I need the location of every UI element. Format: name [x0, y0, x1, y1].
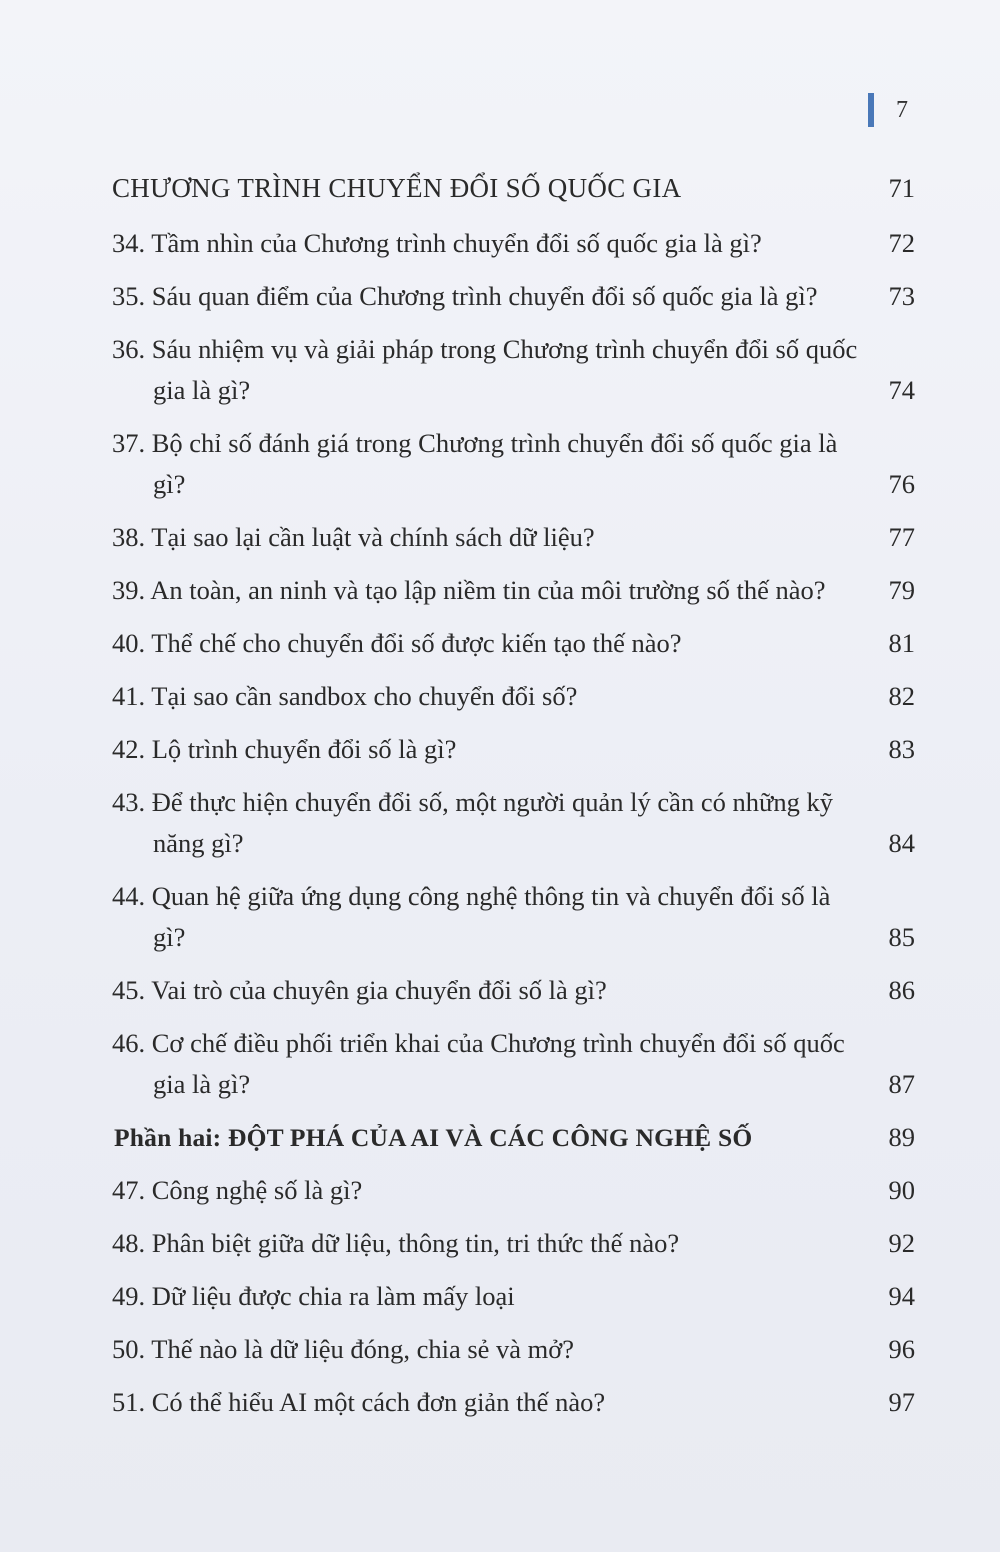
toc-entry-title: 35. Sáu quan điểm của Chương trình chuyển đổi số quốc gia là gì?: [112, 281, 818, 311]
toc-entry: [112, 1329, 915, 1370]
toc-entry-title: 37. Bộ chỉ số đánh giá trong Chương trình chuyển đổi số quốc gia là gì?: [112, 428, 838, 499]
toc-entry: [112, 970, 915, 1011]
toc-entry-title: 50. Thế nào là dữ liệu đóng, chia sẻ và mở?: [112, 1334, 575, 1364]
toc-entry-title: 36. Sáu nhiệm vụ và giải pháp trong Chương trình chuyển đổi số quốc gia là gì?: [112, 334, 858, 405]
part-title-text: Phần hai: ĐỘT PHÁ CỦA AI VÀ CÁC CÔNG NGHỆ SỐ: [114, 1123, 753, 1152]
toc-entry-page: 92: [888, 1228, 915, 1258]
toc-entry-page: 90: [888, 1175, 915, 1205]
toc-entry: [112, 1223, 915, 1264]
toc-entry-page: 84: [888, 828, 915, 858]
toc-entry-title: 34. Tầm nhìn của Chương trình chuyển đổi số quốc gia là gì?: [112, 228, 762, 258]
toc-entry-page: 96: [888, 1334, 915, 1364]
toc-entry-title: 45. Vai trò của chuyên gia chuyển đổi số là gì?: [112, 975, 607, 1005]
toc-entry: [112, 876, 915, 958]
toc-entry: [112, 1023, 915, 1105]
toc-entry-title: 51. Có thể hiểu AI một cách đơn giản thế nào?: [112, 1387, 606, 1417]
toc-entry: [112, 570, 915, 611]
toc-entry-title: 38. Tại sao lại cần luật và chính sách dữ liệu?: [112, 522, 595, 552]
toc-entry: [112, 1382, 915, 1423]
toc-entry: [112, 223, 915, 264]
toc-entry-page: 73: [888, 281, 915, 311]
toc-entry-title: 41. Tại sao cần sandbox cho chuyển đổi số?: [112, 681, 578, 711]
toc-entry: [112, 423, 915, 505]
toc-entry-page: 72: [888, 228, 915, 258]
toc-entry-page: 87: [888, 1069, 915, 1099]
toc-entries-part-two: [112, 1170, 915, 1423]
toc-entry: [112, 1170, 915, 1211]
toc-part-title: [112, 1117, 915, 1158]
toc-entry: [112, 1276, 915, 1317]
toc-entry-page: 77: [888, 522, 915, 552]
toc-entry-page: 97: [888, 1387, 915, 1417]
toc-entry-page: 94: [888, 1281, 915, 1311]
toc-entry-page: 79: [888, 575, 915, 605]
page-number: 7: [896, 96, 908, 123]
toc-entry-page: 74: [888, 375, 915, 405]
toc-entry: [112, 729, 915, 770]
section-title-page: 71: [888, 173, 915, 203]
toc-entry-title: 48. Phân biệt giữa dữ liệu, thông tin, tri thức thế nào?: [112, 1228, 680, 1258]
toc-entry-title: 42. Lộ trình chuyển đổi số là gì?: [112, 734, 457, 764]
toc-section-title: [112, 168, 915, 209]
toc-entry-title: 49. Dữ liệu được chia ra làm mấy loại: [112, 1281, 515, 1311]
toc-entry: [112, 782, 915, 864]
table-of-contents: [112, 168, 915, 1435]
header-accent-bar: [868, 93, 874, 127]
toc-entry-title: 40. Thể chế cho chuyển đổi số được kiến tạo thế nào?: [112, 628, 682, 658]
toc-entry-page: 76: [888, 469, 915, 499]
toc-entry-title: 39. An toàn, an ninh và tạo lập niềm tin của môi trường số thế nào?: [112, 575, 826, 605]
toc-entry-page: 85: [888, 922, 915, 952]
toc-entries-part-one: [112, 223, 915, 1105]
toc-entry-page: 82: [888, 681, 915, 711]
toc-entry: [112, 517, 915, 558]
toc-entry: [112, 676, 915, 717]
toc-entry-page: 81: [888, 628, 915, 658]
section-title-text: CHƯƠNG TRÌNH CHUYỂN ĐỔI SỐ QUỐC GIA: [112, 173, 682, 203]
toc-entry-title: 44. Quan hệ giữa ứng dụng công nghệ thông tin và chuyển đổi số là gì?: [112, 881, 831, 952]
toc-entry-page: 83: [888, 734, 915, 764]
part-title-page: 89: [888, 1122, 915, 1152]
toc-entry-title: 47. Công nghệ số là gì?: [112, 1175, 363, 1205]
toc-entry: [112, 329, 915, 411]
toc-entry: [112, 276, 915, 317]
toc-entry: [112, 623, 915, 664]
toc-entry-title: 43. Để thực hiện chuyển đổi số, một người quản lý cần có những kỹ năng gì?: [112, 787, 833, 858]
page-header: [868, 92, 908, 128]
toc-entry-page: 86: [888, 975, 915, 1005]
toc-entry-title: 46. Cơ chế điều phối triển khai của Chương trình chuyển đổi số quốc gia là gì?: [112, 1028, 845, 1099]
